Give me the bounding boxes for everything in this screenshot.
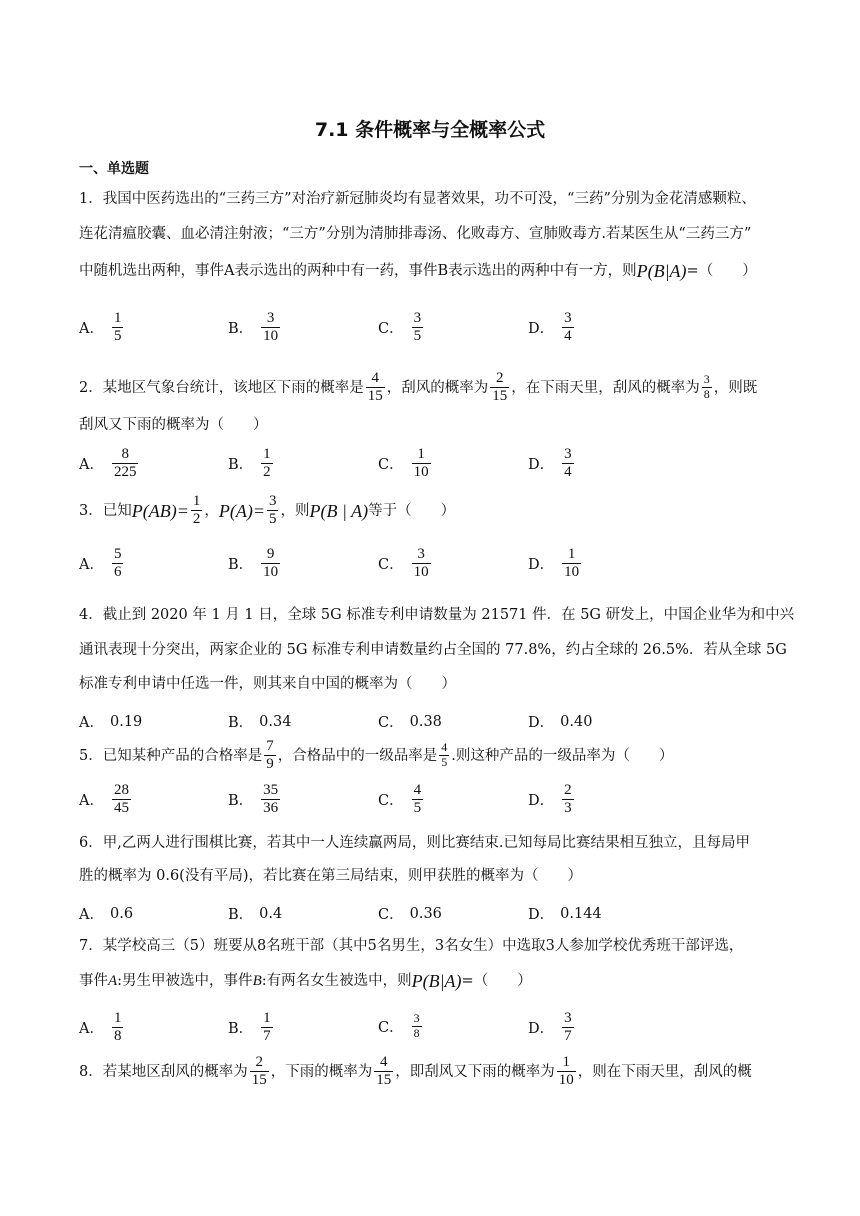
q4-option-c[interactable]: C． 0.38 [378, 713, 442, 731]
q7-option-d[interactable]: D． $\frac{3}{7}$ [528, 1010, 572, 1045]
q3-option-b[interactable]: B． $\frac{9}{10}$ [228, 546, 279, 581]
q1-line1: 1．我国中医药选出的“三药三方”对治疗新冠肺炎均有显著效果，功不可没，“三药”分别为金花清感颗粒、 [79, 191, 756, 207]
q7-option-b[interactable]: B． $\frac{1}{7}$ [228, 1010, 271, 1045]
q6-option-d[interactable]: D． 0.144 [528, 905, 602, 923]
q2-text-4: ，则既 [713, 379, 758, 396]
q7-text-3: :有两名女生被选中，则 [261, 972, 412, 989]
q3-option-a[interactable]: A． $\frac{5}{6}$ [79, 546, 122, 581]
q2-text-1: 2．某地区气象台统计，该地区下雨的概率是 [79, 379, 364, 396]
q1-option-a[interactable]: A． $\frac{1}{5}$ [79, 310, 122, 345]
q2-fraction-1: $\frac{4}{15}$ [367, 370, 383, 405]
q5-text-3: .则这种产品的一级品率为（ ） [451, 747, 674, 764]
q8-text-3: ，即刮风又下雨的概率为 [395, 1063, 555, 1080]
q4-line3: 标准专利申请中任选一件，则其来自中国的概率为（ ） [79, 676, 456, 692]
q4-line1: 4．截止到 2020 年 1 月 1 日，全球 5G 标准专利申请数量为 21571 件．在 5G 研发上，中国企业华为和中兴 [79, 607, 795, 623]
q5-fraction-1: $\frac{7}{9}$ [266, 738, 274, 773]
q1-option-b[interactable]: B． $\frac{3}{10}$ [228, 310, 279, 345]
q2-line2: 刮风又下雨的概率为（ ） [79, 417, 268, 433]
q7-text-2: :男生甲被选中，事件 [117, 972, 253, 989]
q8-fraction-2: $\frac{4}{15}$ [376, 1054, 392, 1089]
q3-text-2: ， [204, 502, 219, 519]
q2-fraction-2: $\frac{2}{15}$ [492, 370, 508, 405]
q8-fraction-1: $\frac{2}{15}$ [251, 1054, 267, 1089]
q8-fraction-3: $\frac{1}{10}$ [558, 1054, 574, 1089]
q3-text-1: 3．已知 [79, 502, 132, 519]
q6-option-a[interactable]: A． 0.6 [79, 905, 134, 923]
q2-fraction-3: $\frac{3}{8}$ [703, 372, 710, 402]
q3-line1 [79, 493, 455, 529]
q7-event-a: A [108, 972, 118, 989]
q1-line3-text: 中随机选出两种，事件A表示选出的两种中有一药，事件B表示选出的两种中有一方，则 [79, 262, 637, 279]
q3-text-4: 等于（ ） [368, 502, 456, 519]
q2-option-d[interactable]: D． $\frac{3}{4}$ [528, 446, 572, 481]
q7-line1: 7．某学校高三（5）班要从8名班干部（其中5名男生，3名女生）中选取3人参加学校优秀班干部评选， [79, 938, 744, 954]
q7-option-c[interactable]: C． $\frac{3}{8}$ [378, 1011, 420, 1040]
page-title: 7.1 条件概率与全概率公式 [314, 119, 546, 141]
q7-expression: P(B|A) [411, 971, 462, 991]
q3-option-d[interactable]: D． $\frac{1}{10}$ [528, 546, 580, 581]
q1-line3 [79, 262, 757, 280]
q4-option-b[interactable]: B． 0.34 [228, 713, 292, 731]
q2-option-c[interactable]: C． $\frac{1}{10}$ [378, 446, 429, 481]
q7-line2 [79, 972, 532, 990]
q3-expression-3: P(B | A) [309, 500, 369, 521]
q4-option-a[interactable]: A． 0.19 [79, 713, 143, 731]
q5-option-c[interactable]: C． $\frac{4}{5}$ [378, 782, 422, 817]
q6-option-b[interactable]: B． 0.4 [228, 905, 283, 923]
q5-fraction-2: $\frac{4}{5}$ [441, 740, 448, 770]
q1-line2: 连花清瘟胶囊、血必清注射液；“三方”分别为清肺排毒汤、化败毒方、宣肺败毒方.若某医生从“三药三方” [79, 226, 752, 242]
q8-text-2: ，下雨的概率为 [270, 1063, 373, 1080]
q3-expression-2: P(A)= [218, 500, 265, 521]
q4-line2: 通讯表现十分突出，两家企业的 5G 标准专利申请数量约占全国的 77.8%，约占全球的 26.5%．若从全球 5G [79, 642, 787, 658]
q2-option-a[interactable]: A． $\frac{8}{225}$ [79, 446, 137, 481]
q1-option-d[interactable]: D． $\frac{3}{4}$ [528, 310, 572, 345]
q6-option-c[interactable]: C． 0.36 [378, 905, 442, 923]
q1-tail: =（ ） [686, 262, 757, 279]
q1-expression: P(B|A) [636, 261, 687, 281]
q5-option-d[interactable]: D． $\frac{2}{3}$ [528, 782, 572, 817]
q3-option-c[interactable]: C． $\frac{3}{10}$ [378, 546, 429, 581]
q8-text-4: ，则在下雨天里，刮风的概 [577, 1063, 752, 1080]
q4-option-d[interactable]: D． 0.40 [528, 713, 593, 731]
q6-line2: 胜的概率为 0.6(没有平局)，若比赛在第三局结束，则甲获胜的概率为（ ） [79, 868, 582, 884]
q2-text-2: ，刮风的概率为 [386, 379, 489, 396]
q7-option-a[interactable]: A． $\frac{1}{8}$ [79, 1010, 122, 1045]
q8-text-1: 8．若某地区刮风的概率为 [79, 1063, 248, 1080]
q5-option-a[interactable]: A． $\frac{28}{45}$ [79, 782, 129, 817]
q2-line1 [79, 370, 757, 406]
section-heading: 一、单选题 [79, 161, 149, 177]
q7-text-1: 事件 [79, 972, 108, 989]
q7-event-b: B [252, 972, 262, 989]
q5-text-1: 5．已知某种产品的合格率是 [79, 747, 263, 764]
q3-expression-1: P(AB)= [131, 500, 189, 521]
q3-text-3: ，则 [280, 502, 310, 519]
q7-tail: =（ ） [461, 972, 532, 989]
q2-text-3: ，在下雨天里，刮风的概率为 [511, 379, 700, 396]
q3-fraction-2: $\frac{3}{5}$ [268, 493, 277, 528]
q2-option-b[interactable]: B． $\frac{1}{2}$ [228, 446, 271, 481]
q5-option-b[interactable]: B． $\frac{35}{36}$ [228, 782, 279, 817]
q8-line1 [79, 1054, 752, 1090]
q5-text-2: ，合格品中的一级品率是 [277, 747, 438, 764]
q3-fraction-1: $\frac{1}{2}$ [192, 493, 201, 528]
q5-line1 [79, 738, 673, 774]
q6-line1: 6．甲,乙两人进行围棋比赛，若其中一人连续赢两局，则比赛结束.已知每局比赛结果相互独立，且每局甲 [79, 835, 750, 851]
q1-option-c[interactable]: C． $\frac{3}{5}$ [378, 310, 422, 345]
